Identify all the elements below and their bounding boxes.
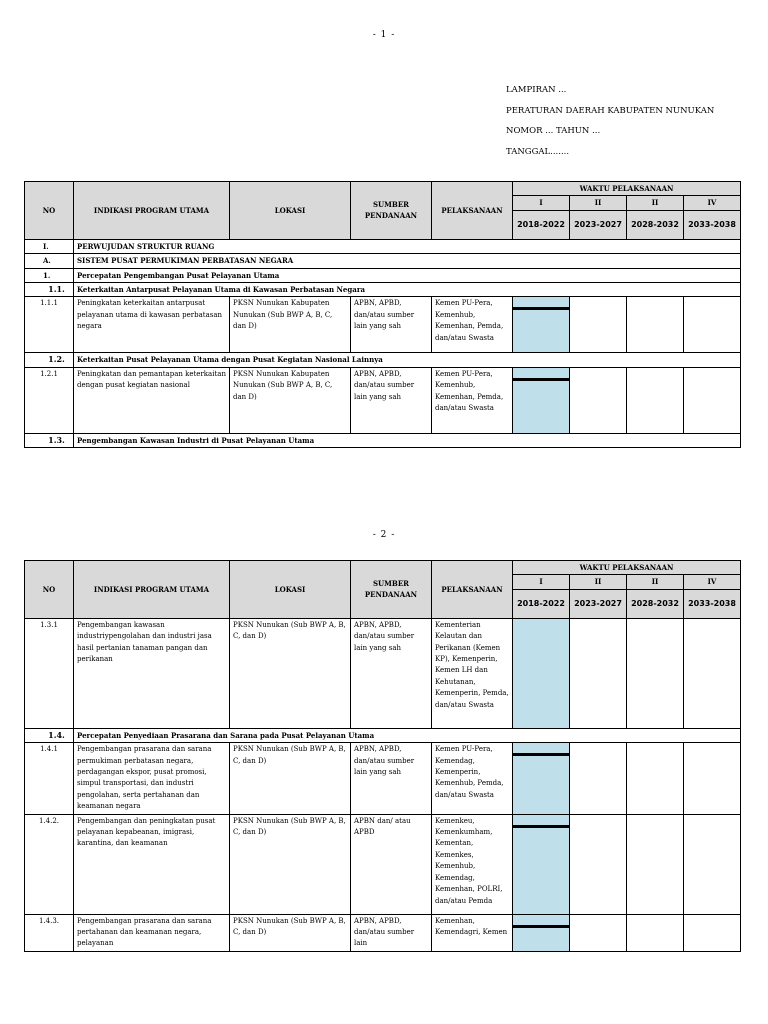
header-year: 2028-2032	[627, 589, 684, 618]
pelaksana-cell: Kemen PU-Pera, Kemenhub, Kemenhan, Pemda, dan/atau Swasta	[432, 367, 513, 433]
program-cell: Pengembangan prasarana dan sarana pertahanan dan keamanan negara, pelayanan	[74, 914, 230, 951]
timeline-cell-phase-4	[684, 814, 741, 914]
row-number: 1.3.	[25, 433, 74, 447]
program-row	[25, 743, 741, 814]
row-number: 1.1.1	[25, 297, 74, 353]
header-sumber: SUMBER PENDANAAN	[351, 182, 432, 240]
header-year: 2033-2038	[684, 210, 741, 239]
section-row	[25, 239, 741, 253]
timeline-cell-phase-2	[570, 743, 627, 814]
row-number: 1.2.	[25, 353, 74, 367]
row-number: I.	[25, 239, 74, 253]
lokasi-cell: PKSN Nunukan Kabupaten Nunukan (Sub BWP A, B, C, dan D)	[230, 367, 351, 433]
timeline-cell-phase-4	[684, 914, 741, 951]
header-phase: II	[627, 575, 684, 589]
timeline-cell-phase-1	[513, 297, 570, 353]
lampiran-line: PERATURAN DAERAH KABUPATEN NUNUKAN	[506, 105, 715, 116]
header-phase: I	[513, 196, 570, 210]
lokasi-cell: PKSN Nunukan (Sub BWP A, B, C, dan D)	[230, 814, 351, 914]
section-title: Percepatan Pengembangan Pusat Pelayanan Utama	[74, 268, 741, 282]
section-title: Keterkaitan Pusat Pelayanan Utama dengan Pusat Kegiatan Nasional Lainnya	[74, 353, 741, 367]
row-number: 1.4.2.	[25, 814, 74, 914]
program-cell: Peningkatan dan pemantapan keterkaitan dengan pusat kegiatan nasional	[74, 367, 230, 433]
timeline-cell-phase-3	[627, 297, 684, 353]
header-phase: II	[570, 196, 627, 210]
timeline-cell-phase-2	[570, 297, 627, 353]
timeline-cell-phase-1	[513, 367, 570, 433]
timeline-cell-phase-2	[570, 914, 627, 951]
header-pelaksana: PELAKSANAAN	[432, 182, 513, 240]
timeline-cell-phase-1	[513, 618, 570, 728]
row-number: 1.4.1	[25, 743, 74, 814]
program-row	[25, 814, 741, 914]
timeline-cell-phase-3	[627, 618, 684, 728]
timeline-cell-phase-4	[684, 618, 741, 728]
header-phase: I	[513, 575, 570, 589]
program-table-page-1	[24, 181, 741, 448]
section-title: Percepatan Penyediaan Prasarana dan Sarana pada Pusat Pelayanan Utama	[74, 728, 741, 742]
header-lokasi: LOKASI	[230, 182, 351, 240]
lokasi-cell: PKSN Nunukan Kabupaten Nunukan (Sub BWP A, B, C, dan D)	[230, 297, 351, 353]
row-number: 1.2.1	[25, 367, 74, 433]
header-phase: II	[570, 575, 627, 589]
timeline-cell-phase-3	[627, 743, 684, 814]
header-year: 2033-2038	[684, 589, 741, 618]
program-row	[25, 914, 741, 951]
timeline-bar	[513, 378, 569, 381]
lokasi-cell: PKSN Nunukan (Sub BWP A, B, C, dan D)	[230, 618, 351, 728]
pelaksana-cell: Kemenkeu, Kemenkumham, Kementan, Kemenkes, Kemenhub, Kemendag, Kemenhan, POLRI, dan/atau Pemda	[432, 814, 513, 914]
header-phase: IV	[684, 575, 741, 589]
program-row	[25, 367, 741, 433]
header-no: NO	[25, 561, 74, 619]
sumber-cell: APBN, APBD, dan/atau sumber lain yang sah	[351, 743, 432, 814]
lokasi-cell: PKSN Nunukan (Sub BWP A, B, C, dan D)	[230, 743, 351, 814]
subsection-row	[25, 283, 741, 297]
timeline-cell-phase-4	[684, 743, 741, 814]
timeline-cell-phase-2	[570, 814, 627, 914]
timeline-cell-phase-1	[513, 743, 570, 814]
lampiran-line: TANGGAL.......	[506, 146, 570, 157]
lampiran-block	[506, 80, 714, 162]
row-number: 1.4.	[25, 728, 74, 742]
timeline-cell-phase-1	[513, 814, 570, 914]
section-title: Keterkaitan Antarpusat Pelayanan Utama di Kawasan Perbatasan Negara	[74, 283, 741, 297]
sumber-cell: APBN, APBD, dan/atau sumber lain	[351, 914, 432, 951]
timeline-bar	[513, 925, 569, 928]
timeline-bar	[513, 307, 569, 310]
timeline-cell-phase-3	[627, 914, 684, 951]
sumber-cell: APBN dan/ atau APBD	[351, 814, 432, 914]
header-waktu: WAKTU PELAKSANAAN	[513, 561, 741, 575]
header-year: 2018-2022	[513, 589, 570, 618]
header-year: 2023-2027	[570, 589, 627, 618]
section-title: SISTEM PUSAT PERMUKIMAN PERBATASAN NEGARA	[74, 254, 741, 268]
row-number: 1.3.1	[25, 618, 74, 728]
program-table-page-2	[24, 560, 741, 952]
header-waktu: WAKTU PELAKSANAAN	[513, 182, 741, 196]
pelaksana-cell: Kementerian Kelautan dan Perikanan (Kemen KP), Kemenperin, Kemen LH dan Kehutanan, Kemenperin, Pemda, dan/atau Swasta	[432, 618, 513, 728]
header-year: 2018-2022	[513, 210, 570, 239]
header-phase: II	[627, 196, 684, 210]
timeline-cell-phase-1	[513, 914, 570, 951]
page-number: - 1 -	[372, 30, 396, 40]
row-number: 1.1.	[25, 283, 74, 297]
row-number: 1.	[25, 268, 74, 282]
header-year: 2023-2027	[570, 210, 627, 239]
header-no: NO	[25, 182, 74, 240]
sumber-cell: APBN, APBD, dan/atau sumber lain yang sah	[351, 367, 432, 433]
row-number: A.	[25, 254, 74, 268]
pelaksana-cell: Kemenhan, Kemendagri, Kemen	[432, 914, 513, 951]
program-cell: Peningkatan keterkaitan antarpusat pelayanan utama di kawasan perbatasan negara	[74, 297, 230, 353]
program-cell: Pengembangan prasarana dan sarana permukiman perbatasan negara, perdagangan ekspor, pusat promosi, simpul transportasi, dan industri pengolahan, serta pertahanan dan keamanan negara	[74, 743, 230, 814]
subsection-row	[25, 433, 741, 447]
timeline-cell-phase-4	[684, 297, 741, 353]
section-row	[25, 254, 741, 268]
header-year: 2028-2032	[627, 210, 684, 239]
timeline-cell-phase-2	[570, 618, 627, 728]
section-title: Pengembangan Kawasan Industri di Pusat Pelayanan Utama	[74, 433, 741, 447]
pelaksana-cell: Kemen PU-Pera, Kemendag, Kemenperin, Kemenhub, Pemda, dan/atau Swasta	[432, 743, 513, 814]
pelaksana-cell: Kemen PU-Pera, Kemenhub, Kemenhan, Pemda, dan/atau Swasta	[432, 297, 513, 353]
section-row	[25, 268, 741, 282]
timeline-cell-phase-4	[684, 367, 741, 433]
page-number: - 2 -	[372, 530, 396, 540]
header-phase: IV	[684, 196, 741, 210]
timeline-cell-phase-2	[570, 367, 627, 433]
timeline-bar	[513, 825, 569, 828]
timeline-cell-phase-3	[627, 814, 684, 914]
program-row	[25, 618, 741, 728]
header-lokasi: LOKASI	[230, 561, 351, 619]
lokasi-cell: PKSN Nunukan (Sub BWP A, B, C, dan D)	[230, 914, 351, 951]
lampiran-line: NOMOR ... TAHUN ...	[506, 126, 601, 136]
section-title: PERWUJUDAN STRUKTUR RUANG	[74, 239, 741, 253]
header-program: INDIKASI PROGRAM UTAMA	[74, 182, 230, 240]
subsection-row	[25, 728, 741, 742]
sumber-cell: APBN, APBD, dan/atau sumber lain yang sah	[351, 618, 432, 728]
subsection-row	[25, 353, 741, 367]
header-pelaksana: PELAKSANAAN	[432, 561, 513, 619]
program-row	[25, 297, 741, 353]
program-cell: Pengembangan kawasan industriypengolahan dan industri jasa hasil pertanian tanaman pangan dan perikanan	[74, 618, 230, 728]
timeline-cell-phase-3	[627, 367, 684, 433]
header-program: INDIKASI PROGRAM UTAMA	[74, 561, 230, 619]
program-cell: Pengembangan dan peningkatan pusat pelayanan kepabeanan, imigrasi, karantina, dan keamanan	[74, 814, 230, 914]
timeline-bar	[513, 753, 569, 756]
lampiran-line: LAMPIRAN ...	[506, 85, 567, 95]
sumber-cell: APBN, APBD, dan/atau sumber lain yang sah	[351, 297, 432, 353]
header-sumber: SUMBER PENDANAAN	[351, 561, 432, 619]
row-number: 1.4.3.	[25, 914, 74, 951]
